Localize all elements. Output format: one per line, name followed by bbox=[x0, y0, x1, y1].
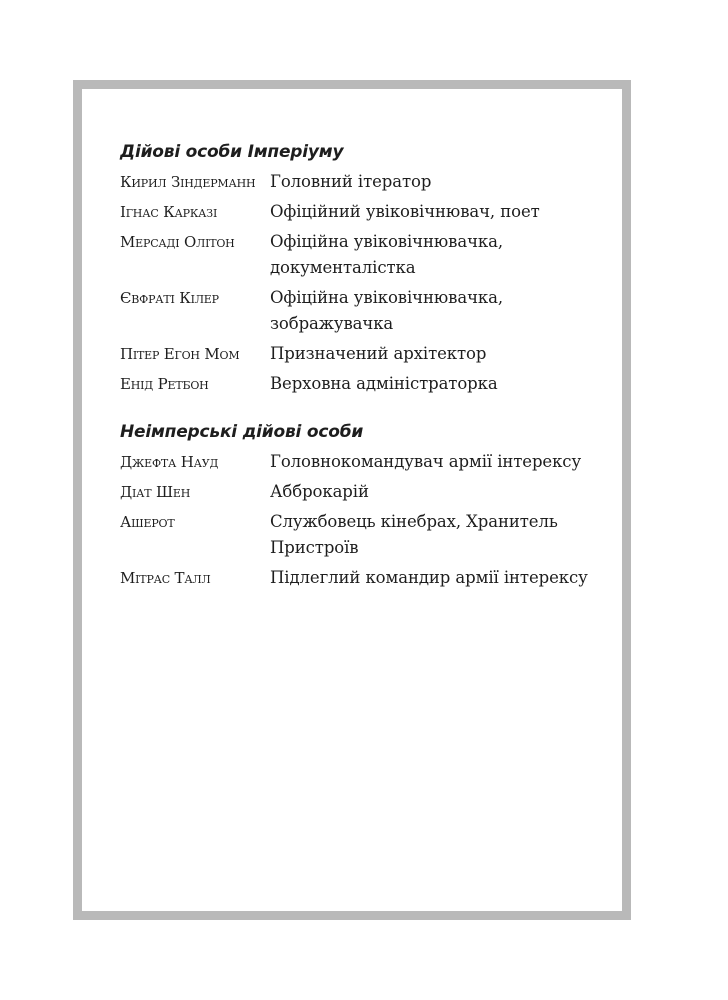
character-role: Офіційна увіковічнювачка, зображувачка bbox=[270, 288, 503, 333]
character-name: Євфраті Кілер bbox=[120, 289, 219, 307]
cast-row bbox=[120, 449, 590, 475]
character-role: Верховна адміністраторка bbox=[270, 374, 498, 393]
cast-row bbox=[120, 285, 590, 337]
cast-row bbox=[120, 479, 590, 505]
section-imperium bbox=[120, 141, 590, 397]
section-non-imperial bbox=[120, 421, 590, 591]
character-name: Мерсаді Олітон bbox=[120, 233, 235, 251]
character-role: Службовець кінебрах, Хранитель Пристроїв bbox=[270, 512, 558, 557]
cast-list bbox=[120, 141, 590, 595]
cast-row bbox=[120, 509, 590, 561]
cast-row bbox=[120, 229, 590, 281]
section-heading: Дійові особи Імперіуму bbox=[120, 142, 344, 162]
character-name: Джефта Науд bbox=[120, 453, 219, 471]
character-role: Головний ітератор bbox=[270, 172, 432, 191]
cast-row bbox=[120, 199, 590, 225]
section-heading: Неімперські дійові особи bbox=[120, 422, 364, 442]
page-frame bbox=[73, 80, 631, 920]
character-role: Офіційний увіковічнювач, поет bbox=[270, 202, 540, 221]
character-role: Підлеглий командир армії інтерексу bbox=[270, 568, 588, 587]
character-role: Призначений архітектор bbox=[270, 344, 487, 363]
cast-row bbox=[120, 169, 590, 195]
character-name: Мітрас Талл bbox=[120, 569, 211, 587]
character-role: Офіційна увіковічнювачка, документалістка bbox=[270, 232, 503, 277]
character-role: Головнокомандувач армії інтерексу bbox=[270, 452, 582, 471]
character-name: Пітер Егон Мом bbox=[120, 345, 240, 363]
cast-row bbox=[120, 371, 590, 397]
character-name: Кирил Зіндерманн bbox=[120, 173, 256, 191]
character-role: Абброкарій bbox=[270, 482, 369, 501]
cast-row bbox=[120, 341, 590, 367]
character-name: Ашерот bbox=[120, 513, 175, 531]
cast-row bbox=[120, 565, 590, 591]
character-name: Енід Ретбон bbox=[120, 375, 209, 393]
character-name: Ігнас Карказі bbox=[120, 203, 218, 221]
character-name: Діат Шен bbox=[120, 483, 191, 501]
